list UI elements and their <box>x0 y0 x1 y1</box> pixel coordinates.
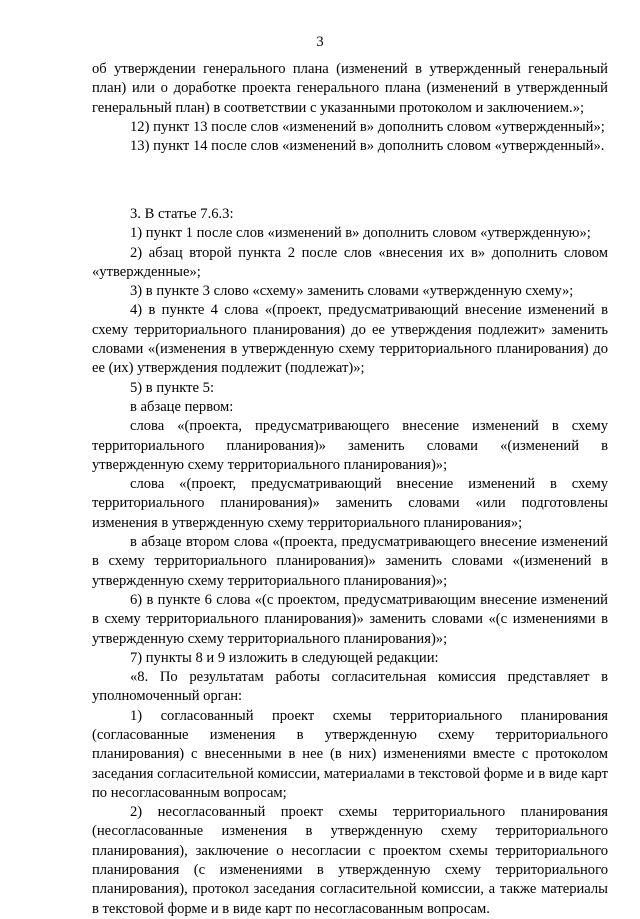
paragraph: 7) пункты 8 и 9 изложить в следующей редакции: <box>130 649 439 666</box>
paragraph: 1) согласованный проект схемы территориального планирования (согласованные изменения в утвержденную схему территориального планирования) с внесенными в нее (в них) изменениями вместе с протоколом заседания согласительной комиссии, материалами в текстовой форме и в виде карт по несогласованным вопросам; <box>92 707 608 801</box>
paragraph: 12) пункт 13 после слов «изменений в» дополнить словом «утвержденный»; <box>130 118 605 135</box>
document-body <box>92 60 608 919</box>
paragraph: 4) в пункте 4 слова «(проект, предусматривающий внесение изменений в схему территориального планирования) до ее утверждения подлежит» заменить словами «(изменения в утвержденную схему территориального планирования) до ее (их) утверждения подлежит (подлежат)»; <box>92 302 608 377</box>
paragraph: слова «(проекта, предусматривающего внесение изменений в схему территориального планирования)» заменить словами «(изменений в утвержденную схему территориального планирования)»; <box>92 418 608 473</box>
paragraph: слова «(проект, предусматривающий внесение изменений в схему территориального планирования)» заменить словами «или подготовлены изменения в утвержденную схему территориального планирования»; <box>92 476 608 531</box>
paragraph: в абзаце втором слова «(проекта, предусматривающего внесение изменений в схему территориального планирования)» заменить словами «(изменений в утвержденную схему территориального планирования)»; <box>92 534 608 589</box>
paragraph: 1) пункт 1 после слов «изменений в» дополнить словом «утвержденную»; <box>130 225 591 242</box>
paragraph: 3) в пункте 3 слово «схему» заменить словами «утвержденную схему»; <box>130 283 574 300</box>
paragraph: 6) в пункте 6 слова «(с проектом, предусматривающим внесение изменений в схему территориального планирования)» заменить словами «(с изменениями в утвержденную схему территориального планирования)»; <box>92 591 608 647</box>
paragraph: об утверждении генерального плана (изменений в утвержденный генеральный план) или о доработке проекта генерального плана (изменений в утвержденный генеральный план) в соответствии с указанными протоколом и заключением.»; <box>92 61 608 116</box>
paragraph: 3. В статье 7.6.3: <box>130 205 234 222</box>
paragraph: 13) пункт 14 после слов «изменений в» дополнить словом «утвержденный». <box>130 138 605 155</box>
paragraph: 5) в пункте 5: <box>130 379 215 396</box>
blank-line <box>92 171 608 190</box>
page-number: 3 <box>316 34 324 50</box>
paragraph: в абзаце первом: <box>130 398 234 415</box>
paragraph: 2) абзац второй пункта 2 после слов «внесения их в» дополнить словом «утвержденные»; <box>92 244 608 280</box>
paragraph: «8. По результатам работы согласительная комиссия представляет в уполномоченный орган: <box>92 669 608 705</box>
paragraph: 2) несогласованный проект схемы территориального планирования (несогласованные изменения в утвержденную схему территориального планирования), заключение о несогласии с проектом схемы территориального планирования (с изменениями в утвержденную схему территориального планирования), протокол заседания согласительной комиссии, а также материалы в текстовой форме и в виде карт по несогласованным вопросам. <box>92 804 608 917</box>
